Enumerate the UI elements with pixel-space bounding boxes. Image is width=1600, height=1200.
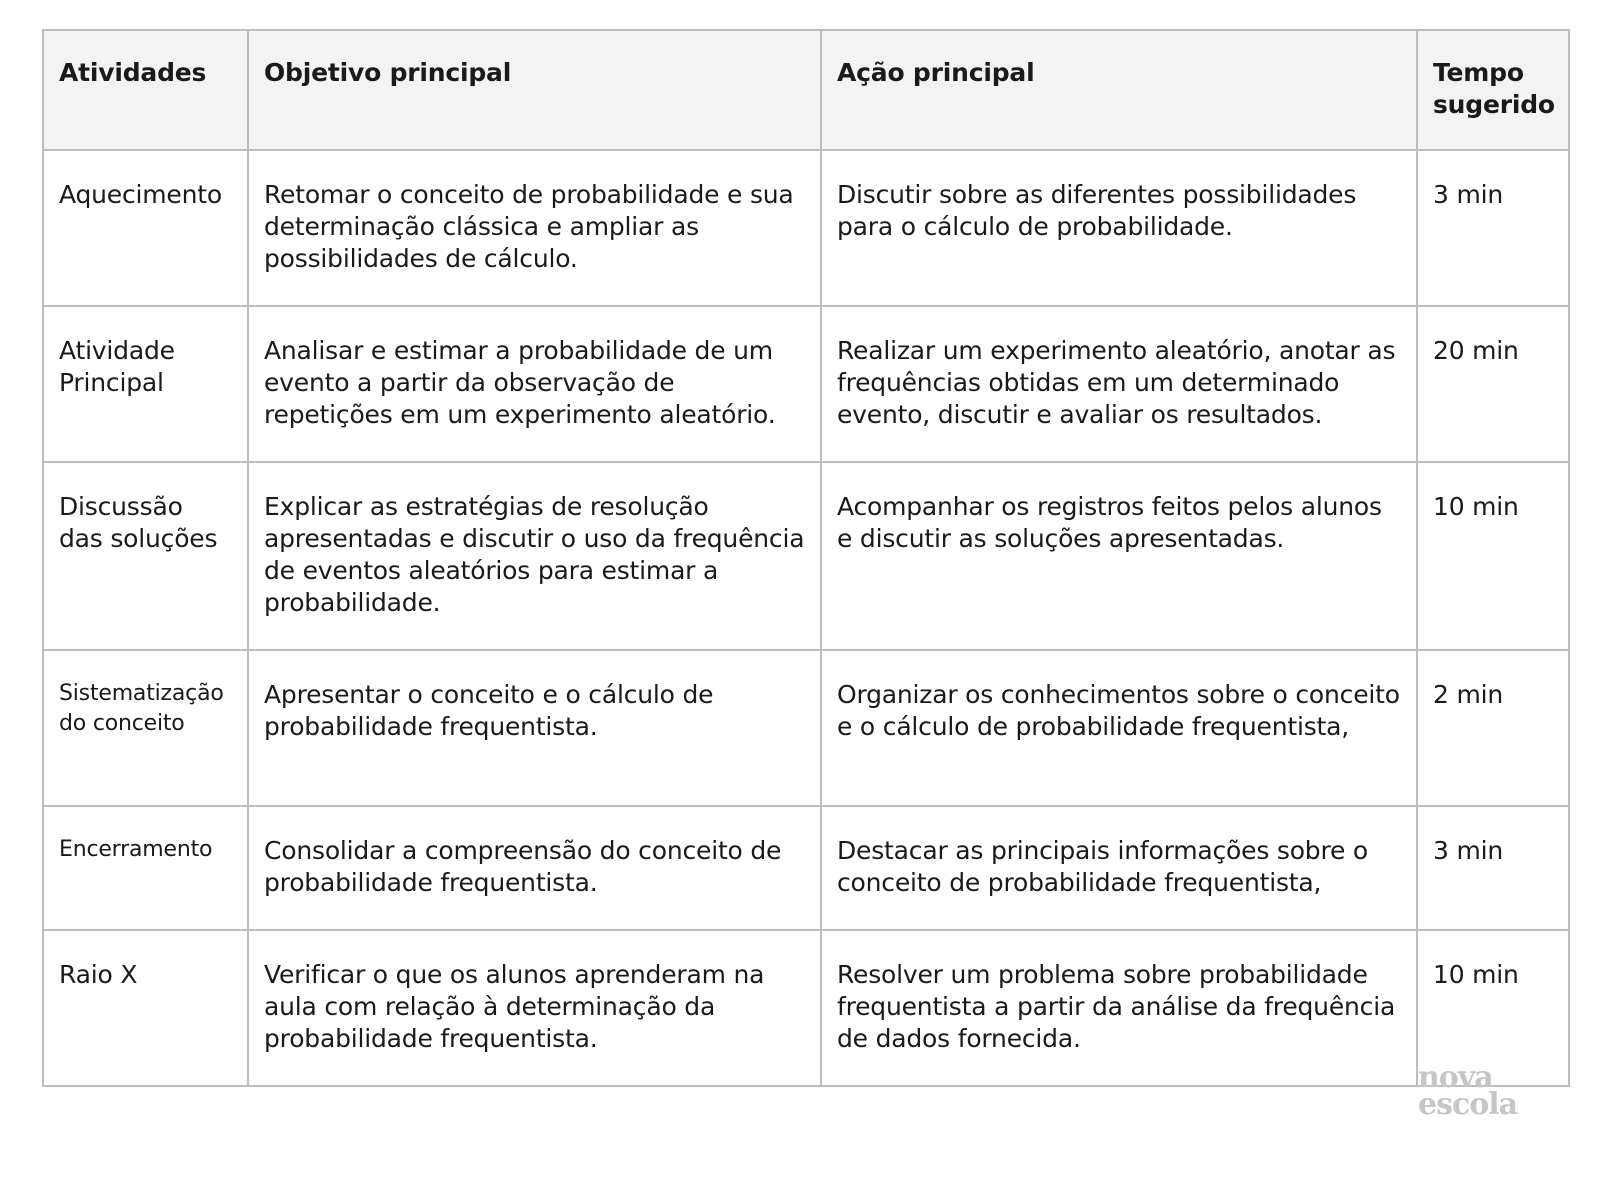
table-row bbox=[43, 930, 1569, 1086]
cell-tempo: 3 min bbox=[1417, 806, 1569, 930]
header-acao: Ação principal bbox=[821, 30, 1417, 150]
header-row bbox=[43, 30, 1569, 150]
table-header bbox=[43, 30, 1569, 150]
table-row bbox=[43, 806, 1569, 930]
cell-objetivo: Explicar as estratégias de resolução apresentadas e discutir o uso da frequência de eventos aleatórios para estimar a probabilidade. bbox=[248, 462, 821, 650]
cell-atividade: Aquecimento bbox=[43, 150, 248, 306]
table-row bbox=[43, 462, 1569, 650]
cell-objetivo: Apresentar o conceito e o cálculo de probabilidade frequentista. bbox=[248, 650, 821, 806]
nova-escola-logo bbox=[1418, 1060, 1548, 1122]
cell-objetivo: Retomar o conceito de probabilidade e sua determinação clássica e ampliar as possibilidades de cálculo. bbox=[248, 150, 821, 306]
table-row bbox=[43, 150, 1569, 306]
cell-objetivo: Analisar e estimar a probabilidade de um evento a partir da observação de repetições em um experimento aleatório. bbox=[248, 306, 821, 462]
logo-line-2: escola bbox=[1418, 1087, 1518, 1122]
cell-atividade: Discussão das soluções bbox=[43, 462, 248, 650]
cell-acao: Acompanhar os registros feitos pelos alunos e discutir as soluções apresentadas. bbox=[821, 462, 1417, 650]
header-atividades: Atividades bbox=[43, 30, 248, 150]
cell-objetivo: Consolidar a compreensão do conceito de probabilidade frequentista. bbox=[248, 806, 821, 930]
cell-tempo: 10 min bbox=[1417, 930, 1569, 1086]
cell-acao: Resolver um problema sobre probabilidade frequentista a partir da análise da frequência de dados fornecida. bbox=[821, 930, 1417, 1086]
cell-atividade: Sistematização do conceito bbox=[43, 650, 248, 806]
logo-line-1: nova bbox=[1418, 1060, 1493, 1095]
cell-atividade: Encerramento bbox=[43, 806, 248, 930]
cell-tempo: 2 min bbox=[1417, 650, 1569, 806]
table-row bbox=[43, 650, 1569, 806]
cell-acao: Discutir sobre as diferentes possibilidades para o cálculo de probabilidade. bbox=[821, 150, 1417, 306]
cell-atividade: Raio X bbox=[43, 930, 248, 1086]
table-row bbox=[43, 306, 1569, 462]
table-body bbox=[43, 150, 1569, 1086]
cell-atividade: Atividade Principal bbox=[43, 306, 248, 462]
cell-tempo: 10 min bbox=[1417, 462, 1569, 650]
cell-acao: Organizar os conhecimentos sobre o conceito e o cálculo de probabilidade frequentista, bbox=[821, 650, 1417, 806]
header-tempo: Tempo sugerido bbox=[1417, 30, 1569, 150]
cell-objetivo: Verificar o que os alunos aprenderam na aula com relação à determinação da probabilidade frequentista. bbox=[248, 930, 821, 1086]
header-objetivo: Objetivo principal bbox=[248, 30, 821, 150]
cell-acao: Realizar um experimento aleatório, anotar as frequências obtidas em um determinado evento, discutir e avaliar os resultados. bbox=[821, 306, 1417, 462]
cell-acao: Destacar as principais informações sobre o conceito de probabilidade frequentista, bbox=[821, 806, 1417, 930]
cell-tempo: 20 min bbox=[1417, 306, 1569, 462]
lesson-plan-table bbox=[42, 29, 1570, 1087]
cell-tempo: 3 min bbox=[1417, 150, 1569, 306]
